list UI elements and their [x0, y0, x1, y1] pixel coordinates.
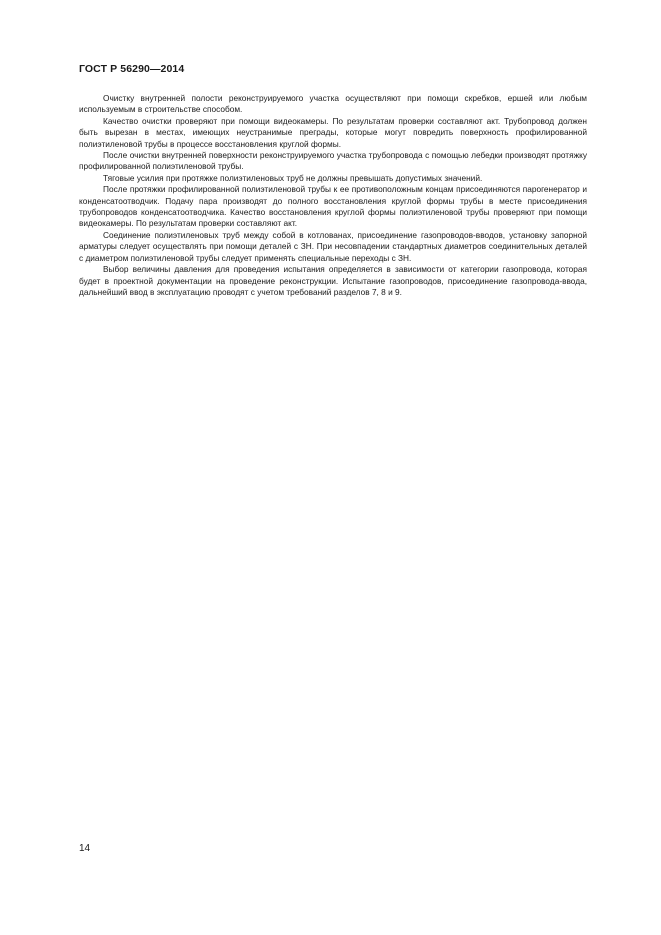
paragraph-steam-restoration: После протяжки профилированной полиэтиленовой трубы к ее противоположным концам присоединяются парогенератор и конденсатоотводчик. Подачу пара производят до полного восстановления круглой формы трубы в месте присоединения трубопроводов конденсатоотводчика. Качество восстановления круглой формы полиэтиленовой трубы проверяют при помощи видеокамеры. По результатам проверки составляют акт. — [79, 184, 587, 229]
paragraph-pulling-forces: Тяговые усилия при протяжке полиэтиленовых труб не должны превышать допустимых значений. — [103, 172, 483, 183]
document-header: ГОСТ Р 56290—2014 — [79, 63, 185, 75]
document-body — [79, 93, 587, 298]
paragraph-pulling: После очистки внутренней поверхности реконструируемого участка трубопровода с помощью лебедки производят протяжку профилированной полиэтиленовой трубы. — [79, 150, 587, 172]
paragraph-cleaning-quality: Качество очистки проверяют при помощи видеокамеры. По результатам проверки составляют акт. Трубопровод должен быть вырезан в местах, имеющих неустранимые преграды, которые могут повредить поверхность профилированной полиэтиленовой трубы в процессе восстановления круглой формы. — [79, 115, 587, 149]
paragraph-pipe-connection: Соединение полиэтиленовых труб между собой в котлованах, присоединение газопроводов-вводов, установку запорной арматуры следует осуществлять при помощи деталей с ЗН. При несовпадении стандартных диаметров соединительных деталей с диаметром полиэтиленовой трубы следует применять специальные переходы с ЗН. — [79, 229, 587, 263]
paragraph-pressure-testing: Выбор величины давления для проведения испытания определяется в зависимости от категории газопровода, которая будет в проектной документации на проведение реконструкции. Испытание газопроводов, присоединение газопровода-ввода, дальнейший ввод в эксплуатацию проводят с учетом требований разделов 7, 8 и 9. — [79, 264, 587, 297]
paragraph-cleaning-methods: Очистку внутренней полости реконструируемого участка осуществляют при помощи скребков, ершей или любым используемым в строительстве способом. — [79, 93, 587, 115]
page-number: 14 — [79, 843, 91, 854]
